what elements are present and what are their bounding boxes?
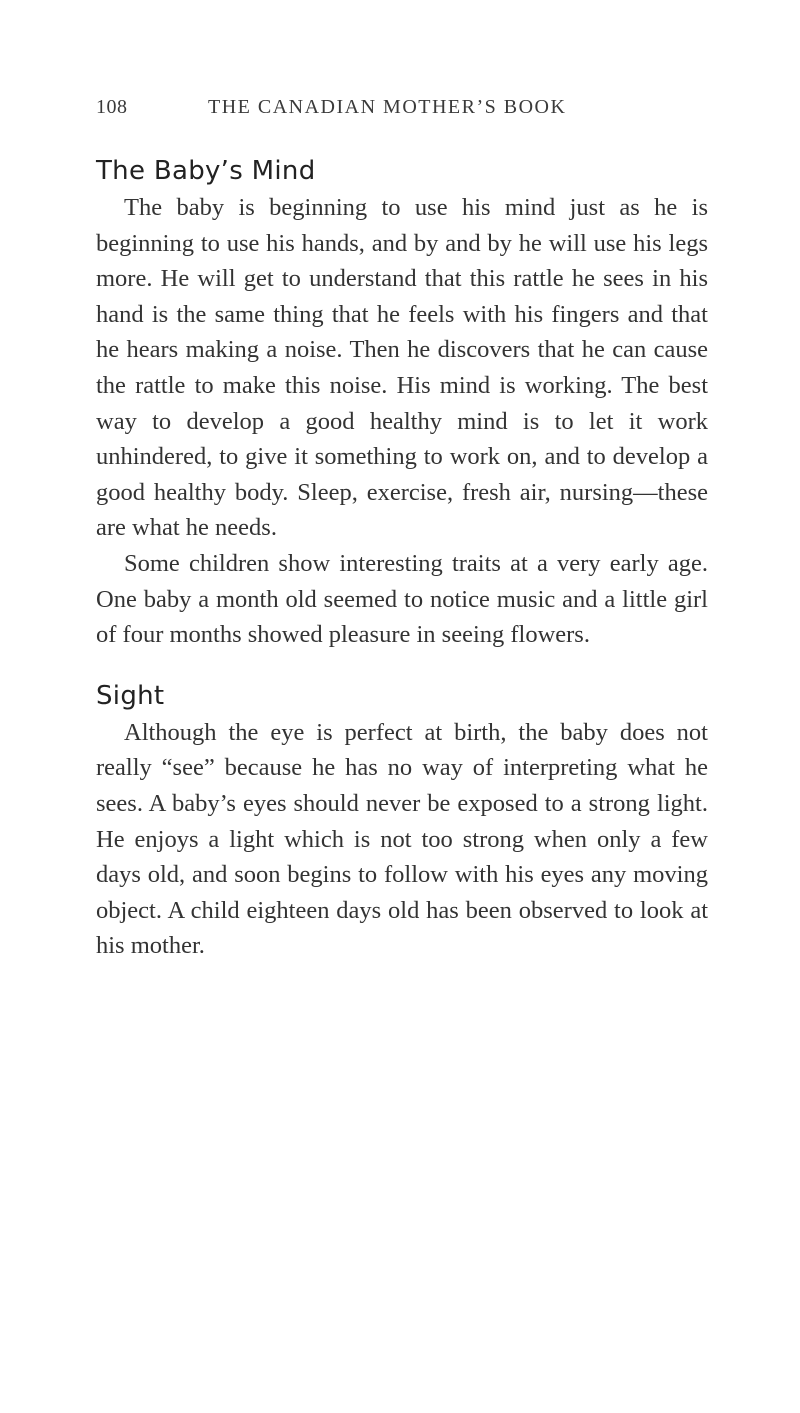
running-head: [96, 96, 708, 136]
paragraph-babys-mind-1: The baby is beginning to use his mind just as he is beginning to use his hands, and by and by he will use his legs more. He will get to understand that this rattle he sees in his hand is the same thing that he feels with his fingers and that he hears making a noise. Then he discovers that he can cause the rattle to make this noise. His mind is working. The best way to develop a good healthy mind is to let it work unhindered, to give it something to work on, and to develop a good healthy body. Sleep, exercise, fresh air, nursing—these are what he needs.: [96, 194, 708, 542]
book-page: [96, 96, 708, 964]
paragraph-sight-1: Although the eye is perfect at birth, the baby does not really “see” because he has no way of interpreting what he sees. A baby’s eyes should never be exposed to a strong light. He enjoys a light which is not too strong when only a few days old, and soon begins to follow with his eyes any moving object. A child eighteen days old has been observed to look at his mother.: [96, 718, 708, 960]
page-number: 108: [96, 96, 128, 118]
section-heading-sight: Sight: [96, 680, 165, 711]
paragraph-babys-mind-2: Some children show interesting traits at a very early age. One baby a month old seemed to notice music and a little girl of four months showed pleasure in seeing flowers.: [96, 549, 708, 649]
book-title: THE CANADIAN MOTHER’S BOOK: [208, 96, 567, 118]
section-heading-babys-mind: The Baby’s Mind: [96, 156, 316, 186]
